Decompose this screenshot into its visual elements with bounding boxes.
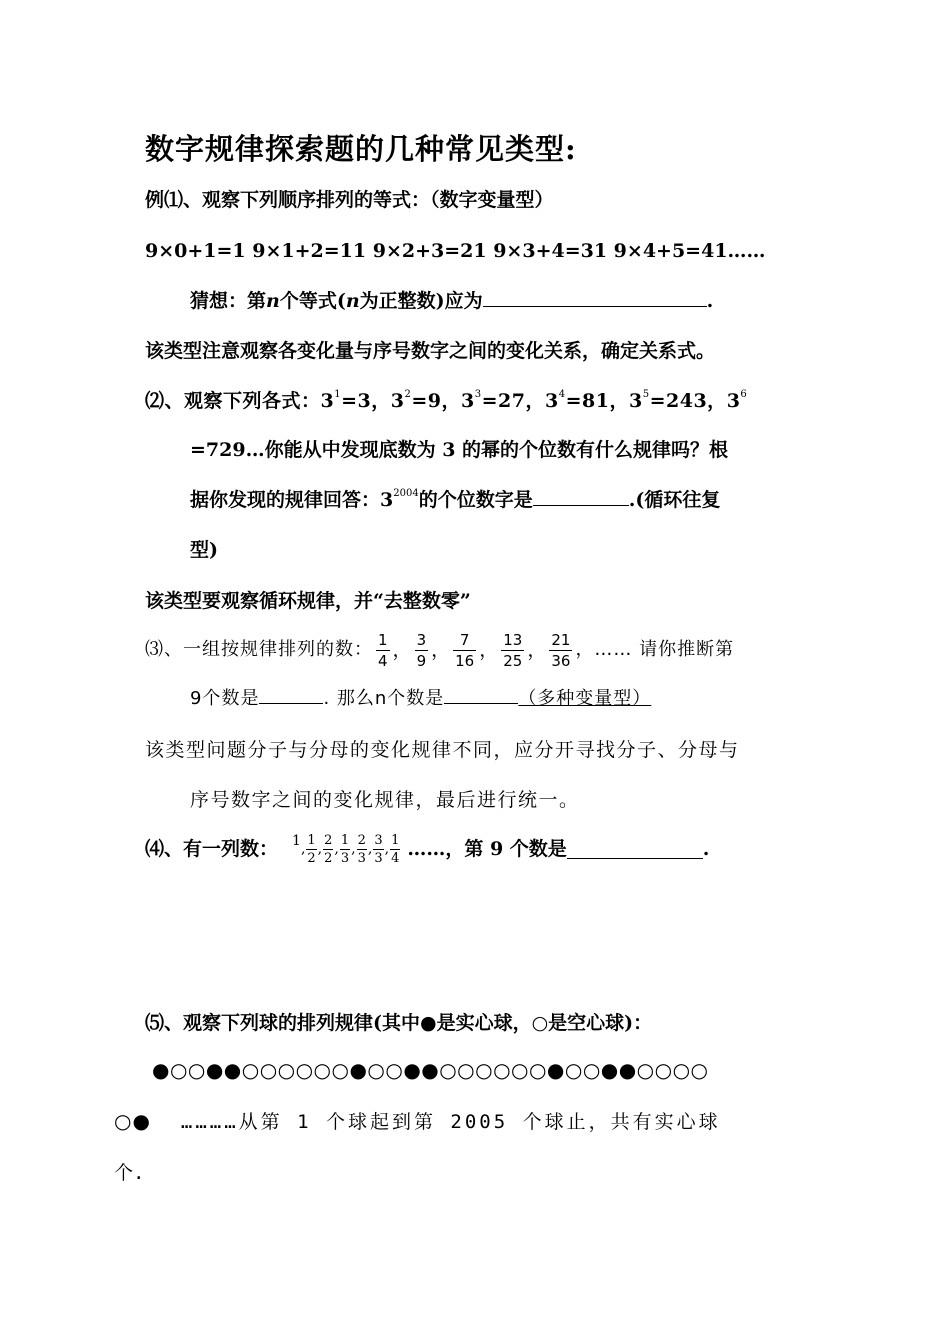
power-2: $3^2=9$，	[390, 389, 462, 412]
example-3-line-2	[190, 685, 651, 712]
fraction: 1 4	[391, 832, 400, 866]
power-exponent: 2004	[393, 488, 419, 499]
fraction: $\frac{13}{25}$	[503, 630, 523, 670]
power-5: $3^5=243$，	[628, 389, 727, 412]
fraction: 2 2	[324, 832, 333, 866]
ball-sequence-line-1: ●○○●●○○○○○○●○○●●○○○○○○●○○●●○○○○	[152, 1058, 709, 1082]
answer-blank[interactable]	[444, 685, 518, 704]
power-4: $3^4=81$，	[545, 389, 629, 412]
fraction: 1 2	[307, 832, 316, 866]
example-1-equations: 9×0+1=1 9×1+2=11 9×2+3=21 9×3+4=31 9×4+5=41……	[145, 240, 766, 262]
period: .	[706, 290, 714, 312]
fraction: 3 3	[374, 832, 383, 866]
fraction: 1 3	[340, 832, 350, 866]
example-4-line: ⑷、有一列数： 1 , 1 2 , 2 2 , 1 3 , 2 3 , 3 3 , 1 4 ……，第 9 个数是 .	[145, 826, 709, 872]
question-text: 9个数是	[190, 688, 260, 709]
example-5-line-2	[114, 1108, 721, 1135]
example-2-line-3	[190, 487, 720, 513]
example-4-tail: ……，第 9 个数是	[407, 838, 567, 860]
fraction: 2 3	[357, 832, 366, 866]
example-4-heading: ⑷、有一列数：	[145, 838, 279, 860]
example-3-tail: ，…… 请你推断第	[575, 639, 735, 660]
fraction: $\frac{1}{4}$	[378, 630, 388, 670]
type-label: .(循环往复	[628, 489, 721, 511]
example-3-line-1: ⑶、一组按规律排列的数： $\frac{1}{4}$ ， $\frac{3}{9}$ ， $\frac{7}{16}$ ， $\frac{13}{25}$ ， $\frac{21}{36}$ ，…… 请你推断第	[145, 630, 735, 670]
question-text: . 那么n个数是	[323, 688, 445, 709]
note-2: 该类型要观察循环规律，并“去整数零”	[145, 590, 471, 612]
example-2-heading: ⑵、观察下列各式：	[145, 390, 321, 412]
power-3: $3^3=27$，	[461, 389, 545, 412]
guess-text: 个等式(	[279, 290, 346, 312]
example-5-question: …………从第 1 个球起到第 2005 个球止，共有实心球	[180, 1111, 721, 1133]
fraction: $\frac{3}{9}$	[416, 630, 427, 670]
example-5-line-3	[114, 1160, 144, 1186]
question-text: 个.	[114, 1162, 145, 1184]
page-title: 数字规律探索题的几种常见类型:	[145, 132, 577, 166]
example-1-heading: 例⑴、观察下列顺序排列的等式：（数字变量型）	[145, 189, 554, 211]
fraction: $\frac{21}{36}$	[551, 630, 571, 670]
question-text: 据你发现的规律回答：	[190, 489, 381, 511]
guess-text: 为正整数)应为	[359, 290, 483, 312]
note-1: 该类型注意观察各变化量与序号数字之间的变化关系，确定关系式。	[145, 340, 716, 362]
question-text: 的个位数字是	[418, 489, 533, 511]
guess-text: 猜想：第	[190, 290, 267, 312]
power-6: $3^6$	[726, 389, 748, 412]
type-label: （多种变量型）	[518, 688, 652, 709]
example-5-heading: ⑸、观察下列球的排列规律(其中●是实心球，○是空心球)：	[145, 1012, 653, 1034]
first-number: 1	[292, 833, 301, 849]
note-3-line-2: 序号数字之间的变化规律，最后进行统一。	[190, 789, 580, 811]
example-2-line-2: =729…你能从中发现底数为 3 的幂的个位数有什么规律吗？根	[190, 439, 729, 461]
fraction: $\frac{7}{16}$	[455, 630, 475, 670]
ball-sequence-line-2: ○●	[114, 1109, 151, 1133]
answer-blank[interactable]	[259, 685, 323, 704]
variable-n: n	[266, 290, 280, 312]
answer-blank[interactable]	[483, 288, 707, 307]
answer-blank[interactable]	[533, 487, 629, 506]
variable-n: n	[345, 290, 360, 312]
note-3-line-1: 该类型问题分子与分母的变化规律不同，应分开寻找分子、分母与	[145, 739, 740, 761]
example-2-line-4: 型)	[190, 539, 218, 561]
example-1-guess	[190, 288, 713, 314]
answer-blank[interactable]	[567, 840, 703, 859]
period: .	[702, 838, 710, 860]
example-2-line-1	[145, 388, 747, 414]
example-3-heading: ⑶、一组按规律排列的数：	[145, 639, 373, 660]
power-1: $3^1=3$，	[320, 389, 391, 412]
power-base: 3	[380, 489, 394, 511]
